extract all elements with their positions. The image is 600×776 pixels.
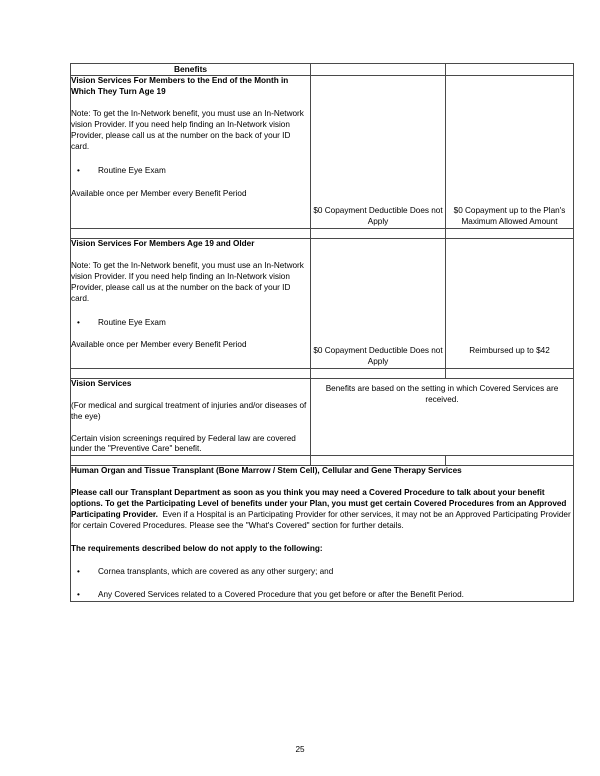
spacer-cell-3c (446, 456, 574, 466)
section-3-description-cell (71, 378, 311, 456)
section-1-column3-value: $0 Copayment up to the Plan's Maximum Allowed Amount (453, 206, 566, 227)
table-header-row (71, 64, 574, 76)
section-4-requirements-heading: The requirements described below do not apply to the following: (71, 543, 323, 553)
table-header-benefits: Benefits (71, 64, 311, 76)
section-4-requirement-bullet (71, 578, 573, 601)
bullet-icon: • (77, 566, 80, 576)
table-spacer-row (71, 368, 574, 378)
spacer-cell-2a (71, 368, 311, 378)
spacer-cell-1a (71, 228, 311, 238)
section-1-column2-cell (311, 76, 446, 229)
table-row (71, 466, 574, 601)
spacer-cell-3a (71, 456, 311, 466)
section-2-title: Vision Services For Members Age 19 and Older (71, 238, 255, 248)
section-2-availability: Available once per Member every Benefit Period (71, 340, 247, 350)
section-2-bullet-label: Routine Eye Exam (98, 317, 166, 327)
section-1-column3-cell (446, 76, 574, 229)
section-4-requirement-bullet-text: Cornea transplants, which are covered as any other surgery; and (98, 566, 334, 576)
section-2-column3-cell (446, 238, 574, 368)
section-2-column2-value: $0 Copayment Deductible Does not Apply (313, 345, 443, 366)
section-1-description-cell (71, 76, 311, 229)
section-4-call-paragraph-bold: Please call our Transplant Department as soon as you think you may need a Covered Procedure to talk about your benefit options. To get the Participating Level of benefits under your Plan, you must get certain Covered Procedures from an Approved Participating Provider. (71, 488, 567, 520)
section-1-availability: Available once per Member every Benefit Period (71, 188, 247, 198)
table-row (71, 378, 574, 456)
section-1-bullet-item (71, 153, 310, 177)
section-2-column3-value: Reimbursed up to $42 (469, 345, 550, 355)
section-3-title: Vision Services (71, 378, 132, 388)
section-3-merged-value-cell (311, 378, 574, 456)
spacer-cell-2b (311, 368, 446, 378)
section-4-requirement-bullet-text: Any Covered Services related to a Covered Procedure that you get before or after the Benefit Period. (98, 589, 464, 599)
section-4-transplant-cell (71, 466, 574, 601)
table-spacer-row (71, 228, 574, 238)
section-1-bullet-label: Routine Eye Exam (98, 165, 166, 175)
section-1-title: Vision Services For Members to the End of the Month in Which They Turn Age 19 (71, 76, 289, 97)
section-2-note: Note: To get the In-Network benefit, you must use an In-Network vision Provider. If you need help finding an In-Network vision Provider, please call us at the number on the back of your ID card. (71, 260, 304, 303)
bullet-icon: • (77, 589, 80, 599)
table-spacer-row (71, 456, 574, 466)
section-2-description-cell (71, 238, 311, 368)
table-row (71, 238, 574, 368)
section-2-column2-cell (311, 238, 446, 368)
section-1-note: Note: To get the In-Network benefit, you must use an In-Network vision Provider. If you need help finding an In-Network vision Provider, please call us at the number on the back of your ID card. (71, 108, 304, 151)
section-3-merged-value: Benefits are based on the setting in which Covered Services are received. (325, 383, 559, 404)
bullet-icon: • (77, 165, 80, 175)
spacer-cell-1b (311, 228, 446, 238)
section-4-title: Human Organ and Tissue Transplant (Bone Marrow / Stem Cell), Cellular and Gene Therapy Services (71, 466, 462, 476)
spacer-cell-3b (311, 456, 446, 466)
table-header-blank-3 (446, 64, 574, 76)
section-2-bullet-item (71, 305, 310, 329)
spacer-cell-1c (446, 228, 574, 238)
section-4-requirement-bullet (71, 555, 573, 578)
section-1-column2-value: $0 Copayment Deductible Does not Apply (313, 206, 443, 227)
bullet-icon: • (77, 317, 80, 327)
section-4-call-paragraph (71, 477, 573, 532)
section-4-call-paragraph-rest: Even if a Hospital is an Participating Provider for other services, it may not be an Approved Participating Provider for certain Covered Procedures. Please see the "What's Covered" section for further details. (71, 510, 571, 530)
section-3-parenthetical: (For medical and surgical treatment of injuries and/or diseases of the eye) (71, 400, 307, 421)
page-number: 25 (295, 745, 305, 754)
spacer-cell-2c (446, 368, 574, 378)
table-row (71, 76, 574, 229)
section-3-screening-note: Certain vision screenings required by Federal law are covered under the "Preventive Care" benefit. (71, 433, 296, 454)
benefits-table (70, 63, 574, 602)
table-header-blank-2 (311, 64, 446, 76)
